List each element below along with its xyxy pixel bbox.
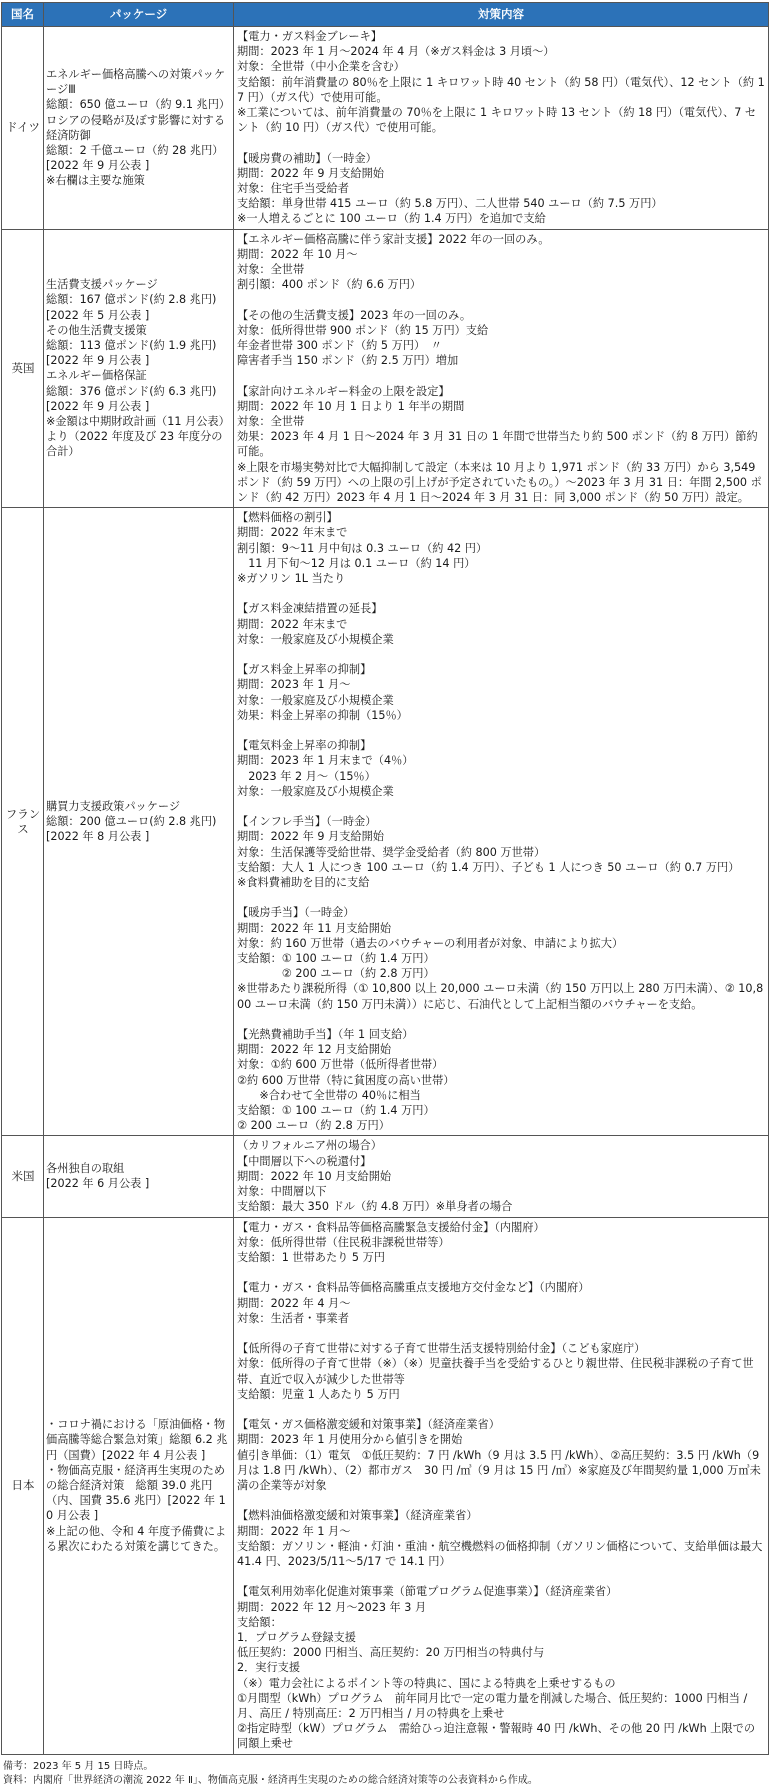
- spacer: [237, 135, 766, 150]
- package-line: 総額：200 億ユーロ(約 2.8 兆円): [46, 815, 217, 829]
- measure-line: 障害者手当 150 ポンド（約 2.5 万円）増加: [237, 354, 459, 368]
- measure-line: ※合わせて全世帯の 40％に相当: [237, 1088, 421, 1102]
- package-line: ※右欄は主要な施策: [46, 174, 145, 188]
- spacer: [237, 1569, 766, 1584]
- country-cell: 日本: [2, 1217, 44, 1754]
- measure-line: 期間：2023 年 1 月末まで（4％）: [237, 754, 414, 768]
- measure-line: 期間：2022 年末まで: [237, 617, 348, 631]
- spacer: [237, 1012, 766, 1027]
- measure-line: 対象：約 160 万世帯（過去のバウチャーの利用者が対象、申請により拡大）: [237, 936, 624, 950]
- measure-line: 【インフレ手当】（一時金）: [237, 815, 377, 829]
- package-line: 生活費支援パッケージ: [46, 278, 158, 292]
- measures-table: [1, 2, 769, 1755]
- spacer: [237, 1326, 766, 1341]
- measure-line: 低圧契約：2000 円相当、高圧契約：20 万円相当の特典付与: [237, 1646, 545, 1660]
- measure-line: 対象：全世帯: [237, 415, 305, 429]
- table-row-germany: [2, 27, 769, 230]
- measure-line: 【ガス料金凍結措置の延長】: [237, 602, 383, 616]
- measure-line: 対象：住宅手当受給者: [237, 182, 349, 196]
- footnote-source: 資料：内閣府「世界経済の潮流 2022 年 Ⅱ」、物価高克服・経済再生実現のための総合経済対策等の公表資料から作成。: [3, 1775, 538, 1786]
- measure-line: 【燃料価格の割引】: [237, 511, 338, 525]
- measure-line: 【電気料金上昇率の抑制】: [237, 739, 372, 753]
- measure-line: 支給額：前年消費量の 80％を上限に 1 キロワット時 40 セント（約 58 円）（電気代）、12 セント（約 17 円）（ガス代）で使用可能。: [237, 75, 765, 104]
- spacer: [237, 723, 766, 738]
- spacer: [237, 1402, 766, 1417]
- table-row-france: [2, 508, 769, 1136]
- measure-line: 年金者世帯 300 ポンド（約 5 万円） 〃: [237, 339, 442, 353]
- measure-line: 効果：2023 年 4 月 1 日～2024 年 3 月 31 日の 1 年間で世帯当たり約 500 ポンド（約 8 万円）節約可能。: [237, 430, 758, 459]
- spacer: [237, 647, 766, 662]
- measure-line: 期間：2022 年 12 月支給開始: [237, 1043, 392, 1057]
- table-row-uk: [2, 229, 769, 508]
- measure-line: 支給額：児童 1 人あたり 5 万円: [237, 1387, 400, 1401]
- measures-cell: [234, 508, 769, 1136]
- measure-line: 割引額：9～11 月中旬は 0.3 ユーロ（約 42 円）: [237, 541, 488, 555]
- measure-line: 対象：全世帯（中小企業を含む）: [237, 60, 405, 74]
- spacer: [237, 799, 766, 814]
- spacer: [237, 1493, 766, 1508]
- measure-line: 【電力・ガス・食料品等価格高騰緊急支援給付金】（内閣府）: [237, 1220, 545, 1234]
- package-line: [2022 年 8 月公表 ]: [46, 830, 150, 844]
- package-line: ・物価高克服・経済再生実現のための総合経済対策 総額 39.0 兆円（内、国費 35.6 兆円）[2022 年 10 月公表 ]: [46, 1463, 226, 1523]
- measure-line: 11 月下旬～12 月は 0.1 ユーロ（約 14 円）: [237, 556, 476, 570]
- measure-line: 期間：2023 年 1 月～: [237, 678, 351, 692]
- measure-line: 対象：①約 600 万世帯（低所得者世帯）: [237, 1058, 444, 1072]
- measures-cell: [234, 1136, 769, 1217]
- table-row-usa: [2, 1136, 769, 1217]
- package-line: ※金額は中期財政計画（11 月公表）: [46, 415, 230, 429]
- measure-line: 期間：2022 年 10 月支給開始: [237, 1169, 392, 1183]
- measure-line: 【暖房手当】（一時金）: [237, 906, 355, 920]
- measure-line: 【電気・ガス価格激変緩和対策事業】（経済産業省）: [237, 1418, 500, 1432]
- measure-line: 【電力・ガス料金ブレーキ】: [237, 30, 382, 43]
- measure-line: （※）電力会社によるポイント等の特典に、国による特典を上乗せするもの: [237, 1676, 616, 1690]
- table-row-japan: [2, 1217, 769, 1754]
- measure-line: 【ガス料金上昇率の抑制】: [237, 663, 372, 677]
- country-cell: 米国: [2, 1136, 44, 1217]
- measure-line: ①月間型（kWh）プログラム 前年同月比で一定の電力量を削減した場合、低圧契約：1000 円相当 / 月、高圧 / 特別高圧：2 万円相当 / 月の特典を上乗せ: [237, 1691, 751, 1720]
- package-line: ・コロナ禍における「原油価格・物価高騰等総合緊急対策」総額 6.2 兆円（国費）[2022 年 4 月公表 ]: [46, 1418, 228, 1462]
- measure-line: 支給額：大人 1 人につき 100 ユーロ（約 1.4 万円）、子ども 1 人につき 50 ユーロ（約 0.7 万円）: [237, 860, 740, 874]
- measure-line: 2023 年 2 月～（15％）: [237, 769, 376, 783]
- header-country: 国名: [2, 3, 44, 27]
- package-line: 各州独自の取組: [46, 1162, 125, 1176]
- spacer: [237, 586, 766, 601]
- spacer: [237, 292, 766, 307]
- measure-line: ※上限を市場実勢対比で大幅抑制して設定（本来は 10 月より 1,971 ポンド（約 33 万円）から 3,549 ポンド（約 59 万円）への上限の引上げが予定されていたもの。）～2023 年 3 月 31 日：年間 2,500 ポンド（約 42 万円）2023 年 4 月 1 日～2024 年 3 月 31 日：同 3,000 ポンド（約 50 万円）設定。: [237, 460, 762, 505]
- package-line: ロシアの侵略が及ぼす影響に対する: [46, 113, 226, 127]
- measure-line: 値引き単価：（1）電気 ①低圧契約：7 円 /kWh（9 月は 3.5 円 /kWh）、②高圧契約：3.5 円 /kWh（9 月は 1.8 円 /kWh）、（2）都市ガス 30 円 /㎥（9 月は 15 円 /㎥）※家庭及び年間契約量 1,000 万㎥未満の企業等が対象: [237, 1448, 763, 1492]
- measure-line: 対象：生活保護等受給世帯、奨学金受給者（約 800 万世帯）: [237, 845, 546, 859]
- country-cell: ドイツ: [2, 27, 44, 230]
- measure-line: 【電気利用効率化促進対策事業（節電プログラム促進事業）】（経済産業省）: [237, 1585, 618, 1599]
- measure-line: 期間：2022 年 10 月～: [237, 247, 358, 261]
- package-line: 総額：2 千億ユーロ（約 28 兆円）: [46, 144, 224, 158]
- measure-line: 期間：2022 年 10 月 1 日より 1 年半の期間: [237, 399, 465, 413]
- country-cell: 英国: [2, 229, 44, 508]
- measure-line: ※世帯あたり課税所得（① 10,800 以上 20,000 ユーロ未満（約 150 万円以上 280 万円未満）、② 10,800 ユーロ未満（約 150 万円未満））に応じ、石油代として上記相当額のバウチャーを支給。: [237, 982, 764, 1011]
- package-line: その他生活費支援策: [46, 323, 147, 337]
- measure-line: 対象：一般家庭及び小規模企業: [237, 784, 394, 798]
- package-cell: [44, 1136, 234, 1217]
- measure-line: 対象：生活者・事業者: [237, 1311, 349, 1325]
- spacer: [237, 1265, 766, 1280]
- package-line: エネルギー価格保証: [46, 369, 147, 383]
- spacer: [237, 368, 766, 383]
- measure-line: ※一人増えるごとに 100 ユーロ（約 1.4 万円）を追加で支給: [237, 212, 546, 226]
- measure-line: 【エネルギー価格高騰に伴う家計支援】2022 年の一回のみ。: [237, 232, 550, 246]
- measure-line: 【家計向けエネルギー料金の上限を設定】: [237, 384, 450, 398]
- measure-line: 期間：2022 年 4 月～: [237, 1296, 351, 1310]
- measure-line: 【燃料油価格激変緩和対策事業】（経済産業省）: [237, 1509, 478, 1523]
- measures-cell: [234, 1217, 769, 1754]
- package-cell: [44, 27, 234, 230]
- measure-line: 【その他の生活費支援】2023 年の一回のみ。: [237, 308, 472, 322]
- package-line: [2022 年 9 月公表 ]: [46, 354, 150, 368]
- measure-line: 支給額：: [237, 1615, 282, 1629]
- measure-line: 対象：低所得世帯（住民税非課税世帯等）: [237, 1235, 450, 1249]
- package-line: エネルギー価格高騰への対策パッケージⅢ: [46, 68, 226, 97]
- measure-line: 対象：一般家庭及び小規模企業: [237, 693, 394, 707]
- package-line: [2022 年 6 月公表 ]: [46, 1177, 150, 1191]
- measure-line: 効果：料金上昇率の抑制（15％）: [237, 708, 408, 722]
- measure-line: ※食料費補助を目的に支給: [237, 876, 370, 890]
- measure-line: ②指定時型（kW）プログラム 需給ひっ迫注意報・警報時 40 円 /kWh、その他 20 円 /kWh 上限での同額上乗せ: [237, 1722, 756, 1751]
- measure-line: 支給額：最大 350 ドル（約 4.8 万円）※単身者の場合: [237, 1200, 513, 1214]
- measure-line: ② 200 ユーロ（約 2.8 万円）: [237, 967, 435, 981]
- package-line: より（2022 年度及び 23 年度分の合計）: [46, 430, 223, 459]
- measure-line: 支給額：単身世帯 415 ユーロ（約 5.8 万円）、二人世帯 540 ユーロ（約 7.5 万円）: [237, 197, 663, 211]
- measure-line: 期間：2022 年 1 月～: [237, 1524, 351, 1538]
- measure-line: 期間：2022 年 12 月～2023 年 3 月: [237, 1600, 427, 1614]
- spacer: [237, 890, 766, 905]
- country-cell: フランス: [2, 508, 44, 1136]
- measure-line: 期間：2022 年 11 月支給開始: [237, 921, 392, 935]
- package-line: 総額：376 億ポンド(約 6.3 兆円): [46, 384, 217, 398]
- package-cell: [44, 1217, 234, 1754]
- measures-cell: [234, 27, 769, 230]
- measure-line: 支給額：① 100 ユーロ（約 1.4 万円）: [237, 952, 435, 966]
- measure-line: 期間：2023 年 1 月使用分から値引きを開始: [237, 1433, 463, 1447]
- measure-line: 【電力・ガス・食料品等価格高騰重点支援地方交付金など】（内閣府）: [237, 1281, 590, 1295]
- footnote-note: 備考：2023 年 5 月 15 日時点。: [3, 1761, 154, 1772]
- measure-line: 支給額：ガソリン・軽油・灯油・重油・航空機燃料の価格抑制（ガソリン価格について、支給単価は最大 41.4 円、2023/5/11～5/17 で 14.1 円）: [237, 1539, 766, 1568]
- measure-line: 支給額：① 100 ユーロ（約 1.4 万円）: [237, 1104, 435, 1118]
- measure-line: ※工業については、前年消費量の 70％を上限に 1 キロワット時 13 セント（約 18 円）（電気代）、7 セント（約 10 円）（ガス代）で使用可能。: [237, 106, 757, 135]
- package-line: 経済防御: [46, 128, 91, 142]
- measure-line: 対象：全世帯: [237, 263, 305, 277]
- measure-line: 対象：一般家庭及び小規模企業: [237, 632, 394, 646]
- measure-line: 期間：2022 年 9 月支給開始: [237, 166, 384, 180]
- measure-line: 割引額：400 ポンド（約 6.6 万円）: [237, 278, 422, 292]
- package-line: [2022 年 5 月公表 ]: [46, 308, 150, 322]
- package-line: [2022 年 9 月公表 ]: [46, 159, 150, 173]
- measure-line: 期間：2023 年 1 月～2024 年 4 月（※ガス料金は 3 月頃～）: [237, 45, 555, 59]
- measure-line: 1．プログラム登録支援: [237, 1630, 356, 1644]
- package-line: 総額：650 億ユーロ（約 9.1 兆円）: [46, 98, 231, 112]
- measure-line: 【光熱費補助手当】（年 1 回支給）: [237, 1028, 414, 1042]
- measure-line: ②約 600 万世帯（特に貧困度の高い世帯）: [237, 1073, 455, 1087]
- package-cell: [44, 508, 234, 1136]
- header-row: [2, 3, 769, 27]
- measure-line: （カリフォルニア州の場合）: [237, 1139, 382, 1153]
- measure-line: 対象：中間層以下: [237, 1185, 327, 1199]
- package-line: 総額：167 億ポンド(約 2.8 兆円): [46, 293, 217, 307]
- measures-cell: [234, 229, 769, 508]
- measure-line: ② 200 ユーロ（約 2.8 万円）: [237, 1119, 390, 1133]
- measure-line: 期間：2022 年末まで: [237, 526, 348, 540]
- measure-line: 対象：低所得世帯 900 ポンド（約 15 万円）支給: [237, 323, 489, 337]
- measure-line: 【暖房費の補助】（一時金）: [237, 151, 377, 165]
- header-package: パッケージ: [44, 3, 234, 27]
- measure-line: 期間：2022 年 9 月支給開始: [237, 830, 384, 844]
- measure-line: 2．実行支援: [237, 1661, 301, 1675]
- measure-line: 支給額：1 世帯あたり 5 万円: [237, 1250, 385, 1264]
- package-line: ※上記の他、令和 4 年度予備費による累次にわたる対策を講じてきた。: [46, 1524, 227, 1553]
- package-line: 総額：113 億ポンド(約 1.9 兆円): [46, 339, 217, 353]
- package-line: [2022 年 9 月公表 ]: [46, 399, 150, 413]
- measure-line: 対象：低所得の子育て世帯（※）（※）児童扶養手当を受給するひとり親世帯、住民税非課税の子育て世帯、直近で収入が減少した世帯等: [237, 1357, 754, 1386]
- package-line: 購買力支援政策パッケージ: [46, 800, 181, 814]
- measure-line: ※ガソリン 1L 当たり: [237, 572, 346, 586]
- measure-line: 【中間層以下への税還付】: [237, 1154, 372, 1168]
- package-cell: [44, 229, 234, 508]
- measure-line: 【低所得の子育て世帯に対する子育て世帯生活支援特別給付金】（こども家庭庁）: [237, 1342, 646, 1356]
- header-measures: 対策内容: [234, 3, 769, 27]
